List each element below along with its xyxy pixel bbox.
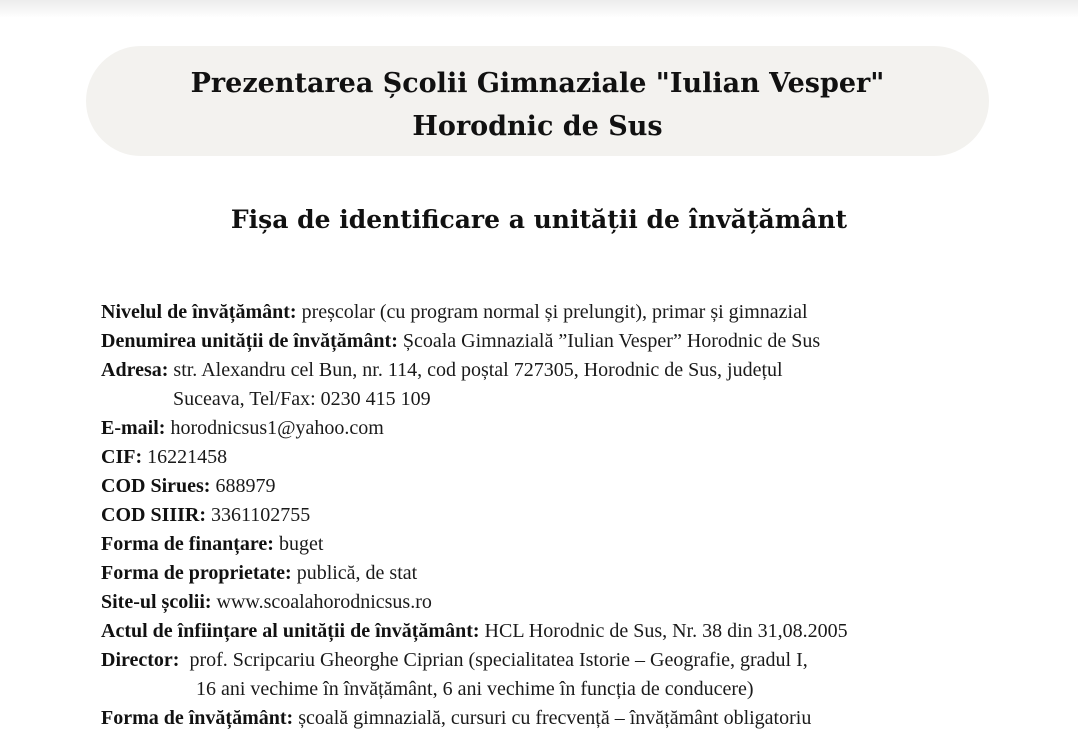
- info-row-nivel: [101, 298, 1031, 327]
- info-row-finantare: [101, 530, 1031, 559]
- info-row-cif: [101, 443, 1031, 472]
- info-label: Forma de învățământ:: [101, 707, 294, 729]
- info-label: Director:: [101, 649, 180, 671]
- website-value: www.scoalahorodnicsus.ro: [211, 591, 432, 613]
- info-label: Denumirea unității de învățământ:: [101, 330, 398, 352]
- info-label: Forma de proprietate:: [101, 562, 292, 584]
- top-edge-shadow: [0, 0, 1078, 18]
- info-label: Adresa:: [101, 359, 169, 381]
- info-row-denumire: [101, 327, 1031, 356]
- info-row-proprietate: [101, 559, 1031, 588]
- info-value: str. Alexandru cel Bun, nr. 114, cod poștal 727305, Horodnic de Sus, județul: [168, 359, 783, 381]
- info-row-sirues: [101, 472, 1031, 501]
- info-label: COD SIIIR:: [101, 504, 207, 526]
- info-value: 3361102755: [206, 504, 311, 526]
- info-row-forma-invatamant: [101, 704, 1031, 733]
- info-value: 688979: [210, 475, 276, 497]
- info-value: HCL Horodnic de Sus, Nr. 38 din 31,08.2005: [479, 620, 848, 642]
- info-label: CIF:: [101, 446, 143, 468]
- info-value: preșcolar (cu program normal și prelungit), primar și gimnazial: [296, 301, 808, 323]
- info-row-site: [101, 588, 1031, 617]
- section-heading: Fișa de identificare a unității de învățământ: [230, 205, 848, 234]
- info-row-adresa: [101, 356, 1031, 385]
- info-label: Actul de înființare al unității de învățământ:: [101, 620, 480, 642]
- info-label: Nivelul de învățământ:: [101, 301, 297, 323]
- page-title: [86, 62, 989, 148]
- email-value: horodnicsus1@yahoo.com: [165, 417, 384, 439]
- info-value: școală gimnazială, cursuri cu frecvență – învățământ obligatoriu: [293, 707, 812, 729]
- info-row-siiir: [101, 501, 1031, 530]
- info-label: COD Sirues:: [101, 475, 211, 497]
- info-row-act-infiintare: [101, 617, 1031, 646]
- info-value: publică, de stat: [291, 562, 418, 584]
- identification-list: [101, 298, 1031, 733]
- page-title-line-1: Prezentarea Școlii Gimnaziale "Iulian Vesper": [190, 68, 885, 99]
- page-title-line-2: Horodnic de Sus: [412, 111, 663, 142]
- info-value: 16221458: [142, 446, 228, 468]
- info-row-director: [101, 646, 1031, 675]
- info-label: Forma de finanțare:: [101, 533, 274, 555]
- info-label: E-mail:: [101, 417, 166, 439]
- info-value: buget: [273, 533, 324, 555]
- info-row-director-continuation: 16 ani vechime în învățământ, 6 ani vechime în funcția de conducere): [196, 678, 754, 700]
- info-row-adresa-continuation: Suceava, Tel/Fax: 0230 415 109: [173, 388, 431, 410]
- info-label: Site-ul școlii:: [101, 591, 212, 613]
- info-row-email: [101, 414, 1031, 443]
- info-value: prof. Scripcariu Gheorghe Ciprian (specialitatea Istorie – Geografie, gradul I,: [179, 649, 808, 671]
- info-value: Școala Gimnazială ”Iulian Vesper” Horodnic de Sus: [397, 330, 821, 352]
